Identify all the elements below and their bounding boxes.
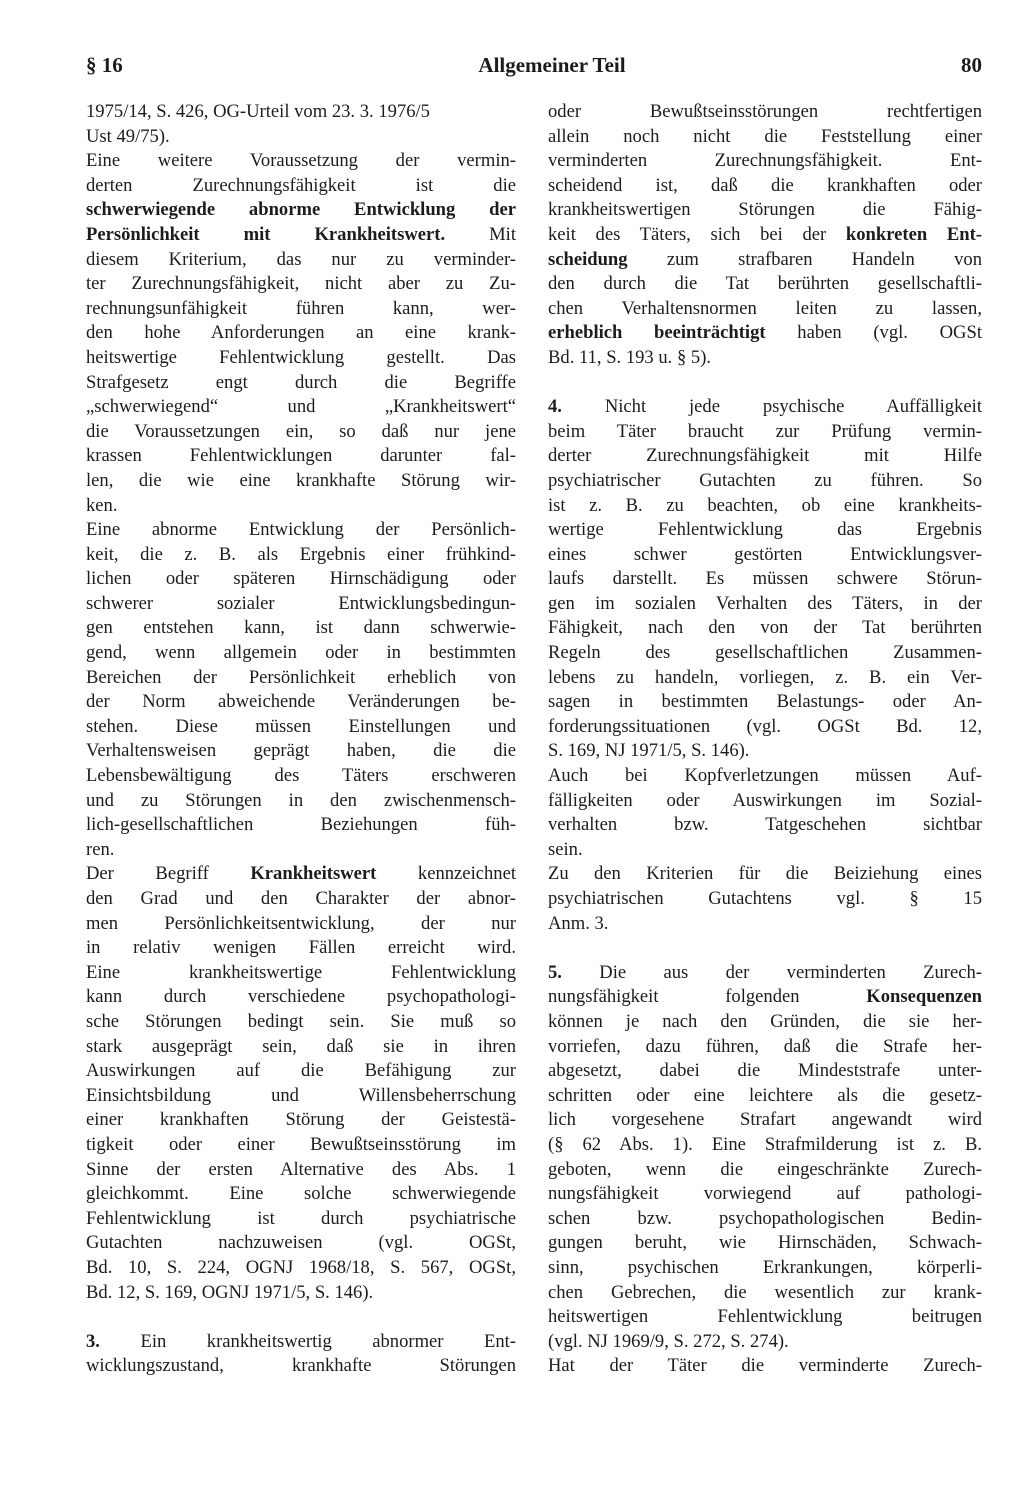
text-line (548, 1207, 982, 1232)
text-line (548, 985, 982, 1010)
text-line (548, 494, 982, 519)
text-segment: Eine abnorme Entwicklung der Persönlich- (86, 519, 516, 541)
text-segment: Auswirkungen auf die Befähigung zur (86, 1060, 516, 1082)
text-line (86, 321, 516, 346)
text-line (548, 444, 982, 469)
text-line (86, 567, 516, 592)
text-segment: men Persönlichkeitsentwicklung, der nur (86, 912, 516, 934)
text-segment: abgesetzt, dabei die Mindeststrafe unter- (548, 1060, 982, 1082)
text-segment: (§ 62 Abs. 1). Eine Strafmilderung ist z. B. (548, 1133, 982, 1155)
text-line (86, 371, 516, 396)
text-segment: laufs darstellt. Es müssen schwere Störun- (548, 568, 982, 590)
text-line (86, 1010, 516, 1035)
text-segment: Strafgesetz engt durch die Begriffe (86, 371, 516, 393)
text-line (548, 616, 982, 641)
text-line (548, 1256, 982, 1281)
text-segment: sche Störungen bedingt sein. Sie muß so (86, 1010, 516, 1032)
text-line (548, 1108, 982, 1133)
text-line (86, 1231, 516, 1256)
bold-text: 3. (86, 1330, 100, 1352)
text-segment: geboten, wenn die eingeschränkte Zurech- (548, 1158, 982, 1180)
text-segment: heitswertigen Fehlentwicklung beitrugen (548, 1306, 982, 1328)
text-line (86, 1330, 516, 1355)
text-segment: krassen Fehlentwicklungen darunter fal- (86, 445, 516, 467)
text-segment: (vgl. NJ 1969/9, S. 272, S. 274). (548, 1330, 789, 1352)
text-segment: gen entstehen kann, ist dann schwerwie- (86, 617, 516, 639)
text-line (86, 641, 516, 666)
section-number: § 16 (86, 53, 123, 77)
page-number: 80 (961, 53, 982, 77)
text-line (548, 198, 982, 223)
text-segment: der Norm abweichende Veränderungen be- (86, 691, 516, 713)
text-line (86, 936, 516, 961)
text-segment: Gutachten nachzuweisen (vgl. OGSt, (86, 1232, 516, 1254)
text-segment: den hohe Anforderungen an eine krank- (86, 322, 516, 344)
text-segment: psychiatrischen Gutachtens vgl. § 15 (548, 888, 982, 909)
text-line (86, 346, 516, 371)
paragraph-gap (548, 371, 982, 396)
bold-text: 5. (548, 961, 562, 983)
text-segment: Verhaltensweisen geprägt haben, die die (86, 740, 516, 762)
text-segment: Einsichtsbildung und Willensbeherrschung (86, 1084, 516, 1106)
text-segment: in relativ wenigen Fällen erreicht wird. (86, 937, 516, 959)
bold-text: erheblich beeinträchtigt (548, 322, 766, 344)
bold-text: Persönlichkeit mit Krankheitswert. (86, 223, 446, 245)
text-line (86, 223, 516, 248)
text-line (548, 125, 982, 150)
text-segment: len, die wie eine krankhafte Störung wir- (86, 469, 516, 491)
text-line (86, 616, 516, 641)
text-line (548, 1231, 982, 1256)
bold-text: schwerwiegende abnorme Entwicklung der (86, 199, 516, 221)
text-line (86, 1133, 516, 1158)
text-segment: verhalten bzw. Tatgeschehen sichtbar (548, 814, 982, 836)
text-segment: Eine krankheitswertige Fehlentwicklung (86, 961, 516, 983)
text-line (548, 248, 982, 273)
text-segment: vorriefen, dazu führen, daß die Strafe her- (548, 1035, 982, 1057)
text-line (86, 100, 516, 125)
text-segment: einer krankhaften Störung der Geistestä- (86, 1109, 516, 1131)
text-line (86, 1084, 516, 1109)
text-segment: nungsfähigkeit folgenden (548, 986, 867, 1008)
text-segment: Fähigkeit, nach den von der Tat berührten (548, 617, 982, 639)
text-segment: Fehlentwicklung ist durch psychiatrische (86, 1207, 516, 1229)
text-segment: Eine weitere Voraussetzung der vermin- (86, 150, 516, 172)
running-title: Allgemeiner Teil (478, 53, 626, 77)
text-segment: Nicht jede psychische Auffälligkeit (561, 396, 982, 418)
right-text-column (548, 100, 982, 1379)
text-segment: krankheitswertigen Störungen die Fähig- (548, 199, 982, 221)
text-line (86, 862, 516, 887)
text-line (548, 346, 982, 371)
text-segment: gen im sozialen Verhalten des Täters, in der (548, 592, 982, 614)
text-segment: sinn, psychischen Erkrankungen, körperli- (548, 1256, 982, 1278)
text-segment: gleichkommt. Eine solche schwerwiegende (86, 1183, 516, 1205)
text-segment: verminderten Zurechnungsfähigkeit. Ent- (548, 150, 982, 172)
text-segment: Bd. 10, S. 224, OGNJ 1968/18, S. 567, OGSt, (86, 1256, 516, 1278)
bold-text: konkreten Ent- (845, 223, 982, 245)
text-segment: kann durch verschiedene psychopathologi- (86, 986, 516, 1008)
text-line (86, 1182, 516, 1207)
text-line (86, 272, 516, 297)
text-segment: lich vorgesehene Strafart angewandt wird (548, 1109, 982, 1131)
text-segment: Lebensbewältigung des Täters erschweren (86, 765, 516, 787)
text-segment: ter Zurechnungsfähigkeit, nicht aber zu Zu- (86, 273, 516, 295)
text-segment: Ein krankheitswertig abnormer Ent- (99, 1330, 516, 1352)
text-segment: gend, wenn allgemein oder in bestimmten (86, 642, 516, 664)
text-line (86, 518, 516, 543)
text-line (86, 887, 516, 912)
text-segment: beim Täter braucht zur Prüfung vermin- (548, 420, 982, 442)
text-segment: schritten oder eine leichtere als die gesetz- (548, 1084, 982, 1106)
text-segment: kennzeichnet (376, 863, 516, 885)
text-line (548, 321, 982, 346)
text-segment: Regeln des gesellschaftlichen Zusammen- (548, 642, 982, 664)
text-segment: Sinne der ersten Alternative des Abs. 1 (86, 1158, 516, 1180)
text-segment: scheidend ist, daß die krankhaften oder (548, 174, 982, 196)
text-line (548, 518, 982, 543)
text-segment: oder Bewußtseinsstörungen rechtfertigen (548, 101, 982, 122)
text-segment: lebens zu handeln, vorliegen, z. B. ein Ver- (548, 666, 982, 688)
text-segment: diesem Kriterium, das nur zu verminder- (86, 248, 516, 270)
left-text-column (86, 100, 516, 1379)
text-line (548, 789, 982, 814)
text-line (548, 690, 982, 715)
text-line (86, 912, 516, 937)
text-line (548, 838, 982, 863)
text-segment: rechnungsunfähigkeit führen kann, wer- (86, 297, 516, 319)
text-line (548, 543, 982, 568)
text-line (86, 1281, 516, 1306)
text-segment: gungen beruht, wie Hirnschäden, Schwach- (548, 1232, 982, 1254)
text-line (548, 223, 982, 248)
text-segment: haben (vgl. OGSt (765, 322, 982, 344)
text-segment: und zu Störungen in den zwischenmensch- (86, 789, 516, 811)
text-segment: zum strafbaren Handeln von (627, 248, 982, 270)
text-line (86, 149, 516, 174)
text-line (548, 1084, 982, 1109)
bold-text: Krankheitswert (250, 863, 377, 885)
text-segment: stark ausgeprägt sein, daß sie in ihren (86, 1035, 516, 1057)
text-segment: nungsfähigkeit vorwiegend auf pathologi- (548, 1183, 982, 1205)
text-segment: S. 169, NJ 1971/5, S. 146). (548, 740, 750, 762)
text-line (86, 666, 516, 691)
text-line (86, 469, 516, 494)
text-line (86, 395, 516, 420)
text-line (548, 1330, 982, 1355)
text-segment: Bd. 11, S. 193 u. § 5). (548, 346, 712, 368)
text-line (548, 592, 982, 617)
text-line (548, 1354, 982, 1379)
text-segment: chen Verhaltensnormen leiten zu lassen, (548, 297, 982, 319)
text-segment: ist z. B. zu beachten, ob eine krankheits- (548, 494, 982, 516)
text-line (86, 592, 516, 617)
text-line (86, 198, 516, 223)
text-segment: Auch bei Kopfverletzungen müssen Auf- (548, 765, 982, 787)
text-line (548, 912, 982, 937)
text-segment: Bereichen der Persönlichkeit erheblich von (86, 666, 516, 688)
text-segment: den Grad und den Charakter der abnor- (86, 888, 516, 909)
paragraph-gap (86, 1305, 516, 1330)
text-line (548, 1305, 982, 1330)
text-line (548, 149, 982, 174)
text-line (86, 125, 516, 150)
text-segment: tigkeit oder einer Bewußtseinsstörung im (86, 1133, 516, 1155)
text-segment: Anm. 3. (548, 912, 609, 934)
text-segment: ken. (86, 494, 118, 516)
text-line (548, 100, 982, 125)
text-line (548, 1158, 982, 1183)
text-segment: Ust 49/75). (86, 125, 170, 147)
text-line (548, 174, 982, 199)
text-segment: stehen. Diese müssen Einstellungen und (86, 715, 516, 737)
text-segment: „schwerwiegend“ und „Krankheitswert“ (86, 396, 516, 418)
text-line (548, 1281, 982, 1306)
text-segment: lichen oder späteren Hirnschädigung oder (86, 568, 516, 590)
text-segment: wertige Fehlentwicklung das Ergebnis (548, 519, 982, 541)
text-segment: sein. (548, 838, 583, 860)
text-line (86, 1158, 516, 1183)
bold-text: 4. (548, 396, 562, 418)
text-line (86, 715, 516, 740)
text-line (548, 567, 982, 592)
text-line (548, 297, 982, 322)
bold-text: scheidung (548, 248, 628, 270)
text-line (548, 469, 982, 494)
text-segment: eines schwer gestörten Entwicklungsver- (548, 543, 982, 565)
text-line (548, 1035, 982, 1060)
text-line (86, 789, 516, 814)
text-line (86, 494, 516, 519)
text-line (86, 1207, 516, 1232)
text-line (86, 690, 516, 715)
text-segment: Die aus der verminderten Zurech- (561, 961, 982, 983)
text-line (548, 272, 982, 297)
text-line (548, 862, 982, 887)
text-line (548, 420, 982, 445)
text-line (86, 543, 516, 568)
text-segment: 1975/14, S. 426, OG-Urteil vom 23. 3. 1976/5 (86, 101, 430, 122)
text-line (86, 1256, 516, 1281)
text-segment: psychiatrischer Gutachten zu führen. So (548, 469, 982, 491)
text-line (548, 395, 982, 420)
text-segment: forderungssituationen (vgl. OGSt Bd. 12, (548, 715, 982, 737)
text-line (86, 1035, 516, 1060)
text-line (86, 961, 516, 986)
text-line (86, 174, 516, 199)
text-segment: schen bzw. psychopathologischen Bedin- (548, 1207, 982, 1229)
text-segment: Der Begriff (86, 863, 251, 885)
text-line (86, 1059, 516, 1084)
text-segment: ren. (86, 838, 115, 860)
page-header (86, 50, 982, 80)
text-line (548, 641, 982, 666)
text-line (548, 1059, 982, 1084)
text-segment: fälligkeiten oder Auswirkungen im Sozial- (548, 789, 982, 811)
text-segment: schwerer sozialer Entwicklungsbedingun- (86, 592, 516, 614)
text-line (86, 1354, 516, 1379)
text-segment: derter Zurechnungsfähigkeit mit Hilfe (548, 445, 982, 467)
text-line (86, 1108, 516, 1133)
bold-text: Konsequenzen (866, 986, 982, 1008)
text-line (548, 1133, 982, 1158)
text-line (86, 764, 516, 789)
text-segment: wicklungszustand, krankhafte Störungen (86, 1355, 516, 1377)
text-line (86, 420, 516, 445)
text-line (548, 1010, 982, 1035)
text-line (86, 739, 516, 764)
text-line (86, 248, 516, 273)
text-line (548, 961, 982, 986)
text-segment: derten Zurechnungsfähigkeit ist die (86, 174, 516, 196)
text-line (86, 813, 516, 838)
text-segment: können je nach den Gründen, die sie her- (548, 1010, 982, 1032)
text-segment: keit des Täters, sich bei der (548, 223, 846, 245)
text-segment: Bd. 12, S. 169, OGNJ 1971/5, S. 146). (86, 1281, 374, 1303)
text-segment: lich-gesellschaftlichen Beziehungen füh- (86, 814, 516, 836)
text-line (86, 838, 516, 863)
text-segment: allein noch nicht die Feststellung einer (548, 125, 982, 147)
text-line (86, 985, 516, 1010)
text-line (548, 1182, 982, 1207)
text-segment: die Voraussetzungen ein, so daß nur jene (86, 420, 516, 442)
text-line (548, 764, 982, 789)
text-line (86, 444, 516, 469)
text-segment: heitswertige Fehlentwicklung gestellt. Das (86, 346, 516, 368)
text-line (548, 715, 982, 740)
text-segment: Zu den Kriterien für die Beiziehung eines (548, 863, 982, 885)
text-segment: keit, die z. B. als Ergebnis einer frühkind- (86, 543, 516, 565)
text-line (548, 887, 982, 912)
text-segment: sagen in bestimmten Belastungs- oder An- (548, 691, 982, 713)
text-line (86, 297, 516, 322)
text-segment: Hat der Täter die verminderte Zurech- (548, 1355, 982, 1377)
text-segment: Mit (445, 223, 516, 245)
text-line (548, 813, 982, 838)
text-segment: den durch die Tat berührten gesellschaftli- (548, 273, 982, 295)
text-line (548, 739, 982, 764)
paragraph-gap (548, 936, 982, 961)
text-segment: chen Gebrechen, die wesentlich zur krank- (548, 1281, 982, 1303)
text-line (548, 666, 982, 691)
